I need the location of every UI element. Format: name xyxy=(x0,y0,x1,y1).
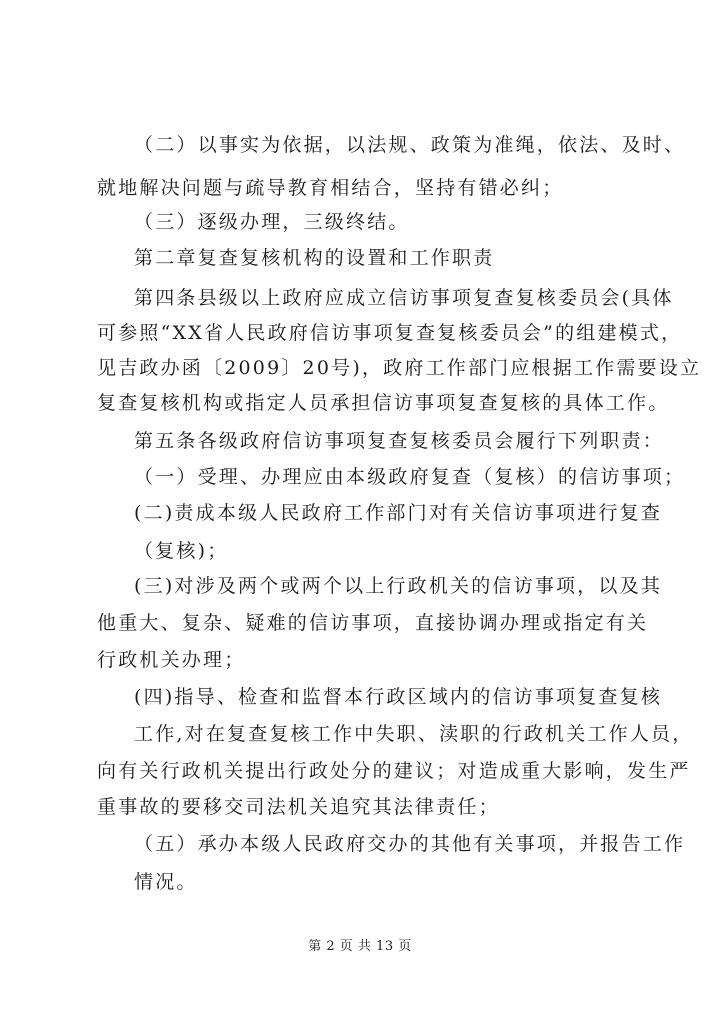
text-line: 可参照“XX省人民政府信访事项复查复核委员会”的组建模式， xyxy=(97,322,683,344)
text-line: （一）受理、办理应由本级政府复查（复核）的信访事项； xyxy=(134,466,686,488)
text-line: (三)对涉及两个或两个以上行政机关的信访事项，以及其 xyxy=(134,575,663,597)
text-line: (四)指导、检查和监督本行政区域内的信访事项复查复核 xyxy=(134,686,663,708)
text-line: (二)责成本级人民政府工作部门对有关信访事项进行复查 xyxy=(134,502,663,524)
text-line: 他重大、复杂、疑难的信访事项，直接协调办理或指定有关 xyxy=(97,612,649,634)
text-line: 第四条县级以上政府应成立信访事项复查复核委员会(具体 xyxy=(134,287,674,309)
text-line: 就地解决问题与疏导教育相结合，坚持有错必纠； xyxy=(97,177,564,199)
text-line: （二）以事实为依据，以法规、政策为准绳，依法、及时、 xyxy=(134,134,686,156)
section-heading: 第二章复查复核机构的设置和工作职责 xyxy=(134,247,495,269)
text-line: （三）逐级办理，三级终结。 xyxy=(134,211,410,233)
text-line: 第五条各级政府信访事项复查复核委员会履行下列职责： xyxy=(134,430,665,452)
text-line: （五）承办本级人民政府交办的其他有关事项，并报告工作 xyxy=(134,833,686,855)
text-line: 向有关行政机关提出行政处分的建议；对造成重大影响，发生严 xyxy=(97,760,691,782)
text-line: 工作,对在复查复核工作中失职、渎职的行政机关工作人员， xyxy=(134,723,694,745)
text-line: 复查复核机构或指定人员承担信访事项复查复核的具体工作。 xyxy=(97,392,670,414)
text-line: 重事故的要移交司法机关追究其法律责任； xyxy=(97,796,500,818)
text-line: 情况。 xyxy=(134,871,198,893)
page-number: 第 2 页 共 13 页 xyxy=(308,939,412,954)
text-line: （复核)； xyxy=(134,540,229,562)
text-line: 见吉政办函〔2009〕20号)，政府工作部门应根据工作需要设立 xyxy=(97,357,702,379)
text-line: 行政机关办理； xyxy=(97,649,246,671)
